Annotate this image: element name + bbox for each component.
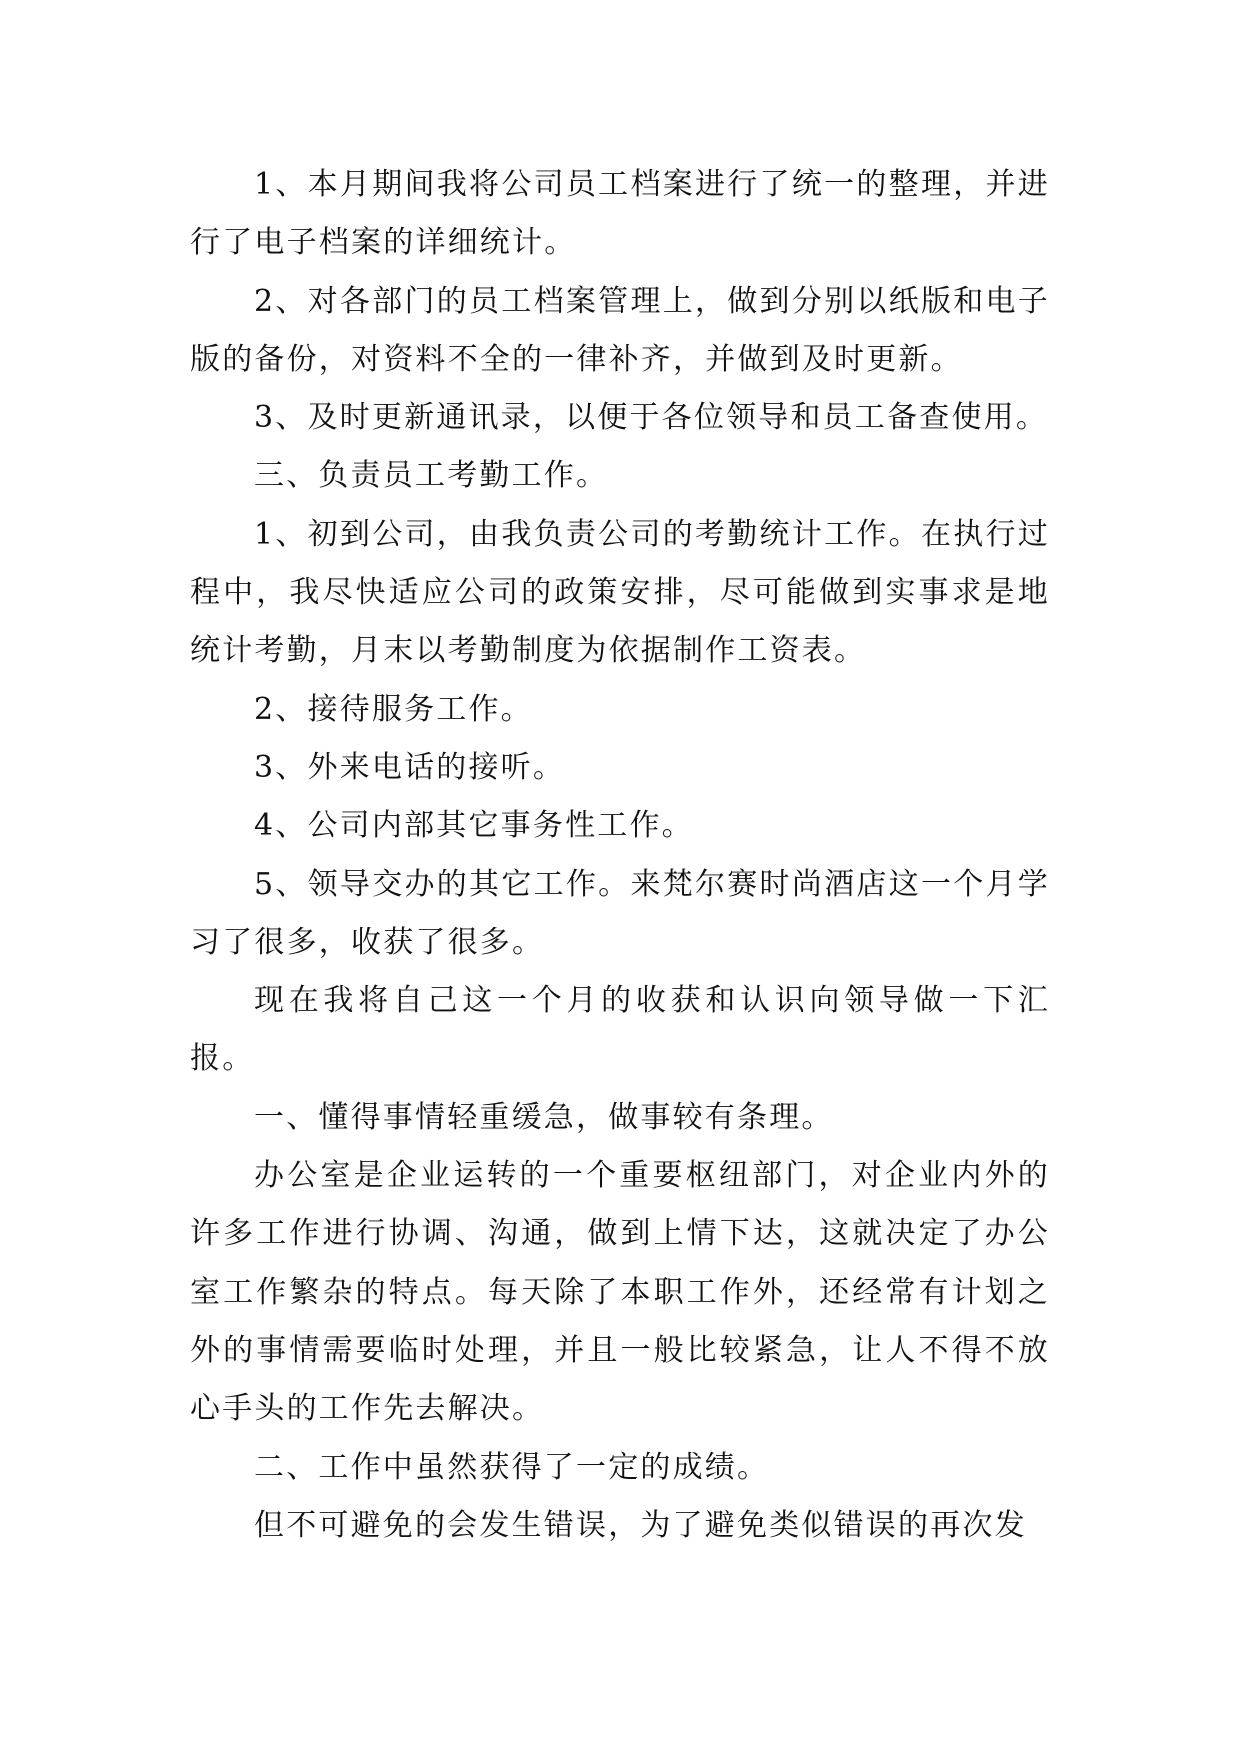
paragraph-6: 3、外来电话的接听。	[254, 749, 566, 785]
paragraph-1: 1、本月期间我将公司员工档案进行了统一的整理，并进行了电子档案的详细统计。	[190, 167, 1050, 261]
paragraph-8: 5、领导交办的其它工作。来梵尔赛时尚酒店这一个月学习了很多，收获了很多。	[190, 866, 1050, 960]
section-heading-1: 一、懂得事情轻重缓急，做事较有条理。	[254, 1099, 834, 1135]
paragraph-3: 3、及时更新通讯录，以便于各位领导和员工备查使用。	[254, 400, 1049, 436]
paragraph-10: 办公室是企业运转的一个重要枢纽部门，对企业内外的许多工作进行协调、沟通，做到上情下达，这就决定了办公室工作繁杂的特点。每天除了本职工作外，还经常有计划之外的事情需要临时处理，并且一般比较紧急，让人不得不放心手头的工作先去解决。	[190, 1158, 1050, 1427]
section-heading-3: 三、负责员工考勤工作。	[254, 458, 609, 494]
paragraph-7: 4、公司内部其它事务性工作。	[254, 808, 694, 844]
document-body	[190, 156, 1050, 1555]
paragraph-9: 现在我将自己这一个月的收获和认识向领导做一下汇报。	[190, 983, 1050, 1077]
paragraph-2: 2、对各部门的员工档案管理上，做到分别以纸版和电子版的备份，对资料不全的一律补齐，并做到及时更新。	[190, 283, 1050, 377]
paragraph-5: 2、接待服务工作。	[254, 691, 533, 727]
paragraph-4: 1、初到公司，由我负责公司的考勤统计工作。在执行过程中，我尽快适应公司的政策安排，尽可能做到实事求是地统计考勤，月末以考勤制度为依据制作工资表。	[190, 516, 1050, 669]
section-heading-2: 二、工作中虽然获得了一定的成绩。	[254, 1449, 770, 1485]
paragraph-11: 但不可避免的会发生错误，为了避免类似错误的再次发	[254, 1507, 1027, 1543]
